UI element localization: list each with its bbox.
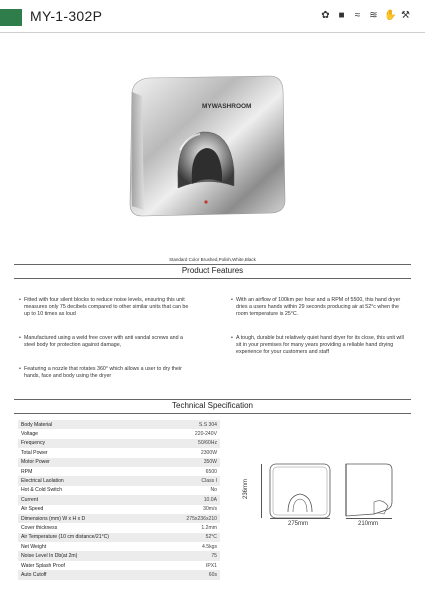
spec-label: Electrical Laolation — [18, 476, 163, 485]
spec-value: IPX1 — [163, 561, 220, 570]
features-title: Product Features — [181, 266, 244, 275]
spec-value: 6500 — [163, 467, 220, 476]
spec-value: 30m/s — [163, 505, 220, 514]
depth-dimension-line — [346, 518, 392, 519]
spec-label: Auto Cutoff — [18, 570, 163, 579]
spec-value: 52°C — [163, 533, 220, 542]
spec-row — [18, 429, 220, 438]
product-image — [120, 70, 290, 240]
hand-icon: ✋ — [384, 10, 397, 21]
spec-value: 220-240V — [163, 429, 220, 438]
spec-row — [18, 514, 220, 523]
brand-logo: MYWASHROOM — [202, 103, 252, 110]
spec-label: Net Weight — [18, 542, 163, 551]
spec-row — [18, 495, 220, 504]
spec-value: 4.5kgs — [163, 542, 220, 551]
width-label: 275mm — [288, 521, 309, 527]
spec-row — [18, 486, 220, 495]
wind-icon: ≈ — [354, 10, 361, 21]
side-view-drawing — [340, 462, 400, 522]
spec-value: 75 — [163, 551, 220, 560]
spec-label: Air Temperature (10 cm distance/21°C) — [18, 533, 163, 542]
spec-label: Cover thickness — [18, 523, 163, 532]
spec-value: 275x236x210 — [163, 514, 220, 523]
spec-row — [18, 523, 220, 532]
spec-label: Frequency — [18, 439, 163, 448]
spec-label: Body Material — [18, 420, 163, 429]
leaf-icon: ✿ — [321, 10, 330, 21]
spec-label: RPM — [18, 467, 163, 476]
speaker-icon: ■ — [338, 10, 345, 21]
spec-row — [18, 420, 220, 429]
sensor-led — [204, 200, 207, 203]
spec-row — [18, 533, 220, 542]
specs-top-line — [14, 399, 411, 400]
spec-label: Current — [18, 495, 163, 504]
feature-item: • Manufactured using a weld free cover with anti vandal screws and a steel body for protection against damage, — [19, 335, 183, 348]
accent-bar — [0, 9, 22, 26]
spec-row — [18, 439, 220, 448]
height-dimension-line — [261, 464, 262, 518]
spec-label: Air Speed — [18, 505, 163, 514]
wifi-icon: ≋ — [369, 10, 378, 21]
spec-row — [18, 551, 220, 560]
color-caption: Standard Color Brushed,Polish,White,Black — [169, 257, 256, 262]
feature-item: • Fitted with four silent blocks to reduce noise levels, ensuring this unit measures only 75 decibels compared to other similar units that can be up to 10 times as loud — [19, 297, 189, 317]
spec-value: S.S 304 — [163, 420, 220, 429]
spec-row — [18, 561, 220, 570]
specs-bottom-line — [14, 413, 411, 414]
front-view-drawing — [266, 462, 336, 524]
header — [0, 0, 425, 40]
spec-value: 60s — [163, 570, 220, 579]
spec-label: Voltage — [18, 429, 163, 438]
feature-icons — [320, 10, 411, 22]
features-top-line — [14, 264, 411, 265]
spec-label: Dimensions (mm) W x H x D — [18, 514, 163, 523]
feature-item: • With an airflow of 100km per hour and a RPM of 5500, this hand dryer dries a users hands within 29 seconds producing air at 52°c when the room temperature is 25°C. — [231, 297, 401, 317]
depth-label: 210mm — [358, 521, 379, 527]
header-divider — [0, 32, 425, 33]
feature-item: • Featuring a nozzle that rotates 360° which allows a user to dry their hands, face and body using the dryer — [19, 366, 182, 379]
spec-label: Hot & Cold Switch — [18, 486, 163, 495]
spec-value: 50/60Hz — [163, 439, 220, 448]
features-bottom-line — [14, 278, 411, 279]
height-label: 236mm — [243, 478, 250, 500]
spec-value: Class I — [163, 476, 220, 485]
spec-row — [18, 505, 220, 514]
width-dimension-line — [270, 518, 330, 519]
spec-row — [18, 542, 220, 551]
model-title: MY-1-302P — [30, 8, 103, 24]
spec-value: No — [163, 486, 220, 495]
spec-value: 1.2mm — [163, 523, 220, 532]
spec-label: Total Power — [18, 448, 163, 457]
feature-item: • A tough, durable but relatively quiet hand dryer for its close, this unit will sit in your premises for many years providing a reliable hand drying experience for your customers and staff — [231, 335, 404, 355]
hammer-icon: ⚒ — [401, 10, 410, 21]
spec-table — [18, 420, 220, 580]
spec-value: 2300W — [163, 448, 220, 457]
spec-label: Noise Level In Db(at 2m) — [18, 551, 163, 560]
spec-value: 350W — [163, 458, 220, 467]
spec-row — [18, 448, 220, 457]
spec-row — [18, 570, 220, 579]
spec-row — [18, 458, 220, 467]
specs-title: Technical Specification — [172, 401, 253, 410]
spec-label: Motor Power — [18, 458, 163, 467]
spec-row — [18, 467, 220, 476]
spec-value: 10.0A — [163, 495, 220, 504]
spec-row — [18, 476, 220, 485]
spec-label: Water Splash Proof — [18, 561, 163, 570]
